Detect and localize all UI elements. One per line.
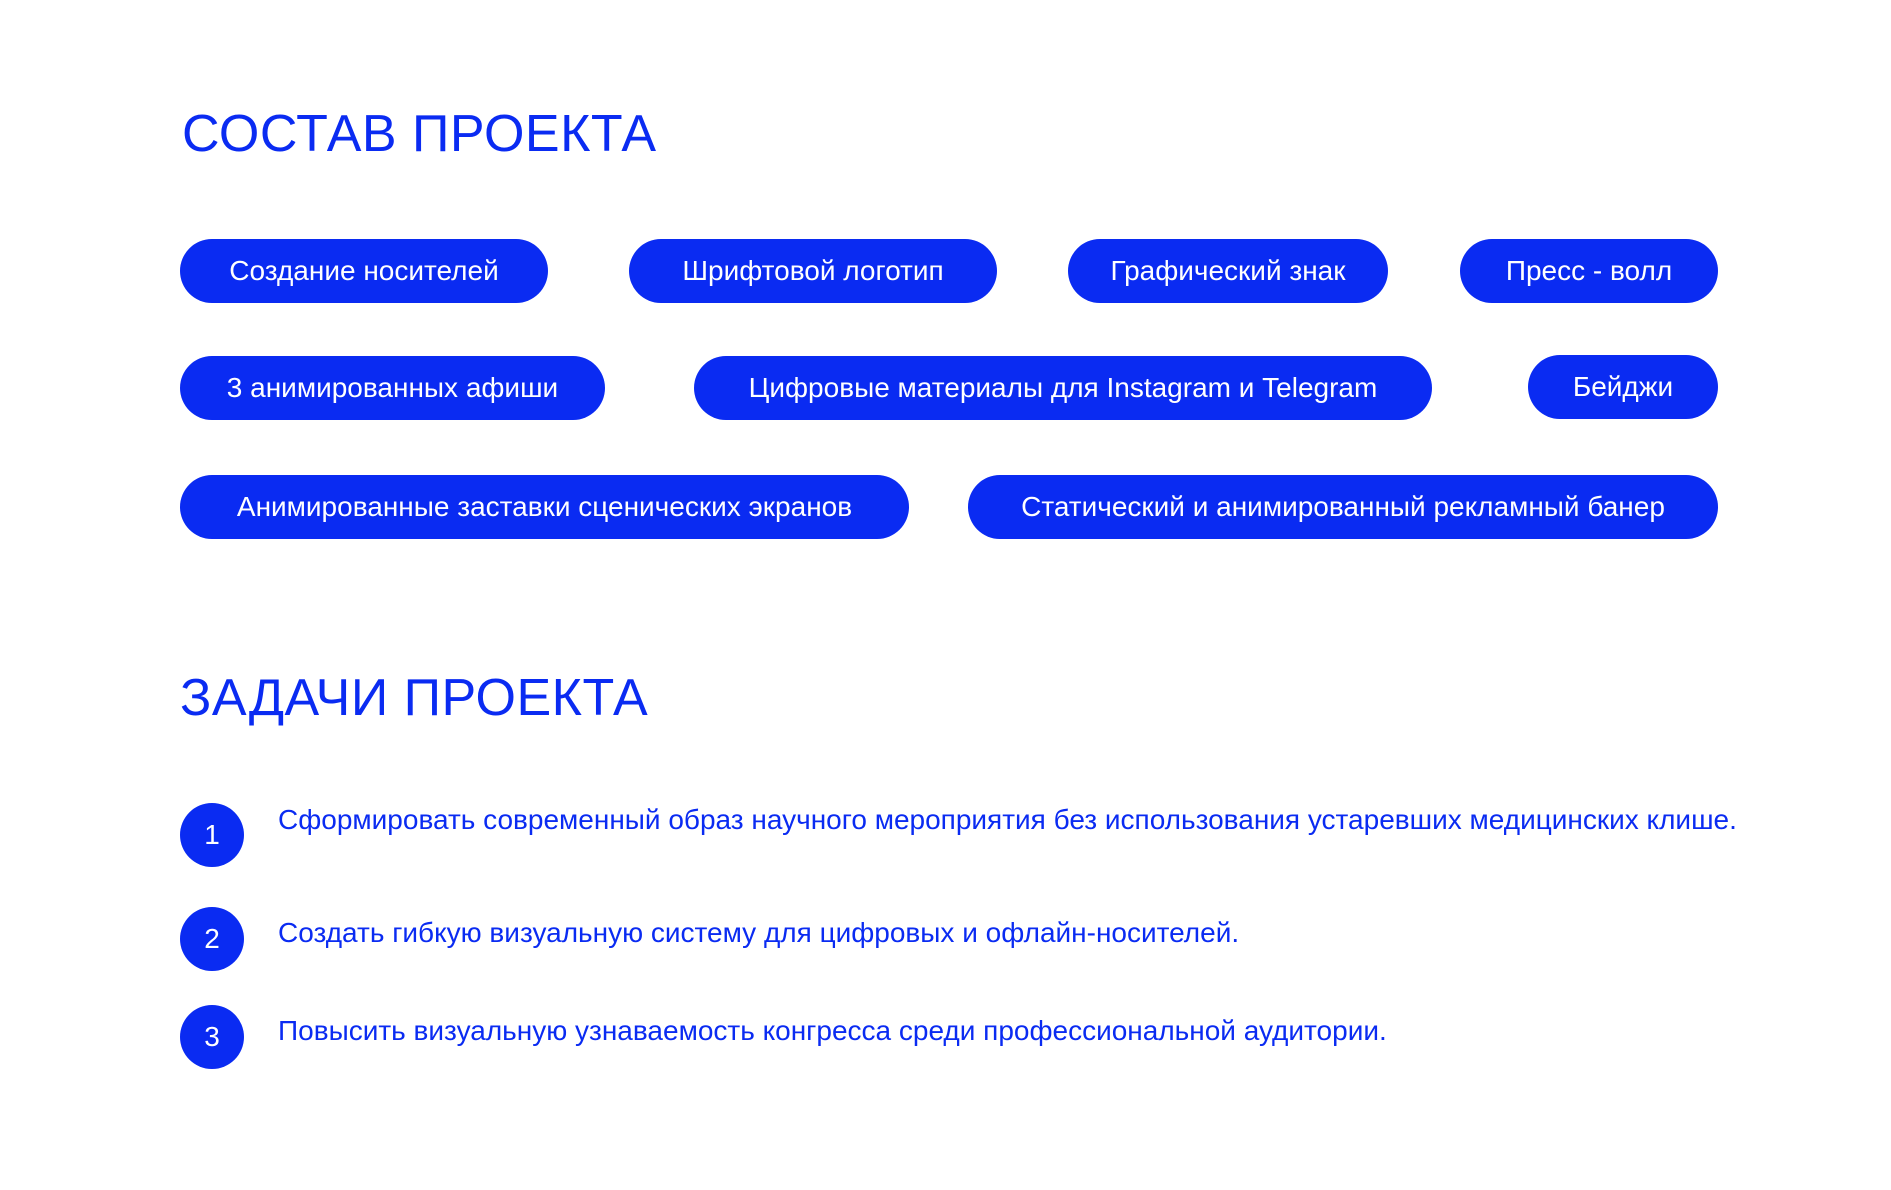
task-text: Сформировать современный образ научного мероприятия без использования устаревших медицинских клише. — [278, 804, 1737, 835]
task-number-badge: 3 — [180, 1005, 244, 1069]
composition-tag: Шрифтовой логотип — [629, 239, 997, 303]
composition-tag: Пресс - волл — [1460, 239, 1718, 303]
composition-tag: Графический знак — [1068, 239, 1388, 303]
task-number-badge: 1 — [180, 803, 244, 867]
composition-tag: 3 анимированных афиши — [180, 356, 605, 420]
composition-tag: Создание носителей — [180, 239, 548, 303]
task-text: Повысить визуальную узнаваемость конгресса среди профессиональной аудитории. — [278, 1015, 1387, 1046]
composition-tag: Статический и анимированный рекламный банер — [968, 475, 1718, 539]
composition-tag: Анимированные заставки сценических экранов — [180, 475, 909, 539]
task-number-badge: 2 — [180, 907, 244, 971]
tasks-title: ЗАДАЧИ ПРОЕКТА — [180, 669, 649, 727]
composition-title: СОСТАВ ПРОЕКТА — [182, 105, 657, 163]
composition-tag: Цифровые материалы для Instagram и Telegram — [694, 356, 1432, 420]
task-text: Создать гибкую визуальную систему для цифровых и офлайн-носителей. — [278, 917, 1240, 948]
composition-tag: Бейджи — [1528, 355, 1718, 419]
